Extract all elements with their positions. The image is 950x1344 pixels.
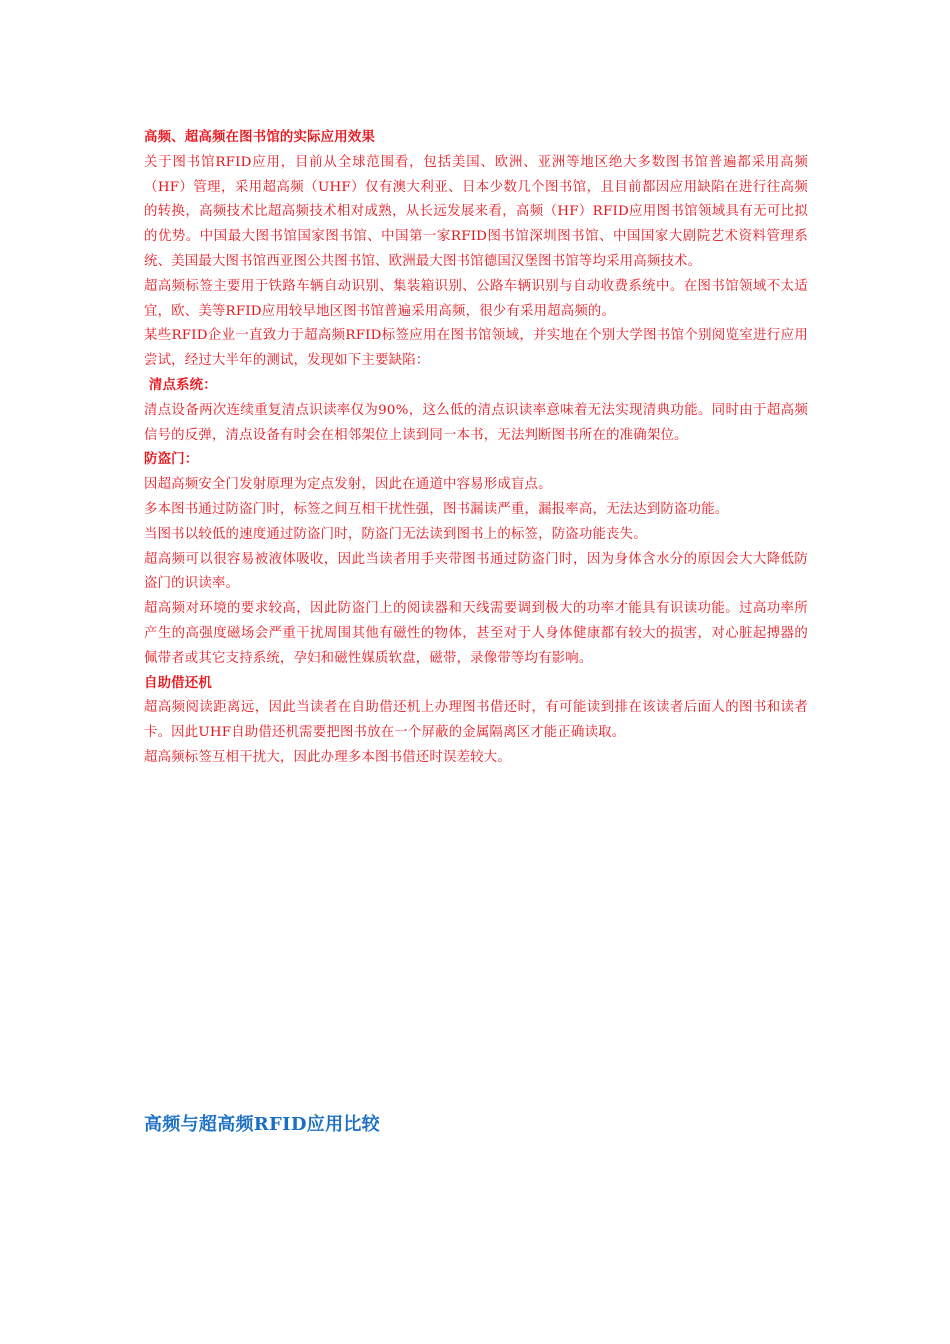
document-body <box>144 126 808 771</box>
security-gate-paragraph-5: 超高频对环境的要求较高，因此防盗门上的阅读器和天线需要调到极大的功率才能具有识读功能。过高功率所产生的高强度磁场会严重干扰周围其他有磁性的物体，甚至对于人身体健康都有较大的损害，对心脏起搏器的佩带者或其它支持系统，孕妇和磁性媒质软盘，磁带，录像带等均有影响。 <box>144 601 808 666</box>
section-heading-inventory: 清点系统： <box>144 377 217 393</box>
intro-paragraph-1: 关于图书馆RFID应用，目前从全球范围看，包括美国、欧洲、亚洲等地区绝大多数图书馆普遍都采用高频（HF）管理，采用超高频（UHF）仅有澳大利亚、日本少数几个图书馆，且目前都因应用缺陷在进行往高频的转换，高频技术比超高频技术相对成熟，从长远发展来看，高频（HF）RFID应用图书馆领域具有无可比拟的优势。中国最大图书馆国家图书馆、中国第一家RFID图书馆深圳图书馆、中国国家大剧院艺术资料管理系统、美国最大图书馆西亚图公共图书馆、欧洲最大图书馆德国汉堡图书馆等均采用高频技术。 <box>144 154 808 269</box>
self-service-paragraph-1: 超高频阅读距离远，因此当读者在自助借还机上办理图书借还时，有可能读到排在该读者后面人的图书和读者卡。因此UHF自助借还机需要把图书放在一个屏蔽的金属隔离区才能正确读取。 <box>144 700 808 741</box>
intro-paragraph-3: 某些RFID企业一直致力于超高频RFID标签应用在图书馆领域，并实地在个别大学图书馆个别阅览室进行应用尝试，经过大半年的测试，发现如下主要缺陷： <box>144 328 808 369</box>
section-heading-security-gate: 防盗门： <box>144 452 199 468</box>
next-section-title: 高频与超高频RFID应用比较 <box>144 1114 380 1135</box>
security-gate-paragraph-4: 超高频可以很容易被液体吸收，因此当读者用手夹带图书通过防盗门时，因为身体含水分的原因会大大降低防盗门的识读率。 <box>144 551 808 592</box>
inventory-paragraph-1: 清点设备两次连续重复清点识读率仅为90%，这么低的清点识读率意味着无法实现清典功能。同时由于超高频信号的反弹，清点设备有时会在相邻架位上读到同一本书，无法判断图书所在的准确架位。 <box>144 402 808 443</box>
self-service-paragraph-2: 超高频标签互相干扰大，因此办理多本图书借还时误差较大。 <box>144 749 511 765</box>
security-gate-paragraph-1: 因超高频安全门发射原理为定点发射，因此在通道中容易形成盲点。 <box>144 477 552 493</box>
security-gate-paragraph-3: 当图书以较低的速度通过防盗门时，防盗门无法读到图书上的标签，防盗功能丧失。 <box>144 526 647 542</box>
section-heading-self-service: 自助借还机 <box>144 675 212 691</box>
intro-paragraph-2: 超高频标签主要用于铁路车辆自动识别、集装箱识别、公路车辆识别与自动收费系统中。在图书馆领域不太适宜，欧、美等RFID应用较早地区图书馆普遍采用高频，很少有采用超高频的。 <box>144 278 808 319</box>
document-title: 高频、超高频在图书馆的实际应用效果 <box>144 130 376 145</box>
security-gate-paragraph-2: 多本图书通过防盗门时，标签之间互相干扰性强，图书漏读严重，漏报率高，无法达到防盗功能。 <box>144 501 729 517</box>
